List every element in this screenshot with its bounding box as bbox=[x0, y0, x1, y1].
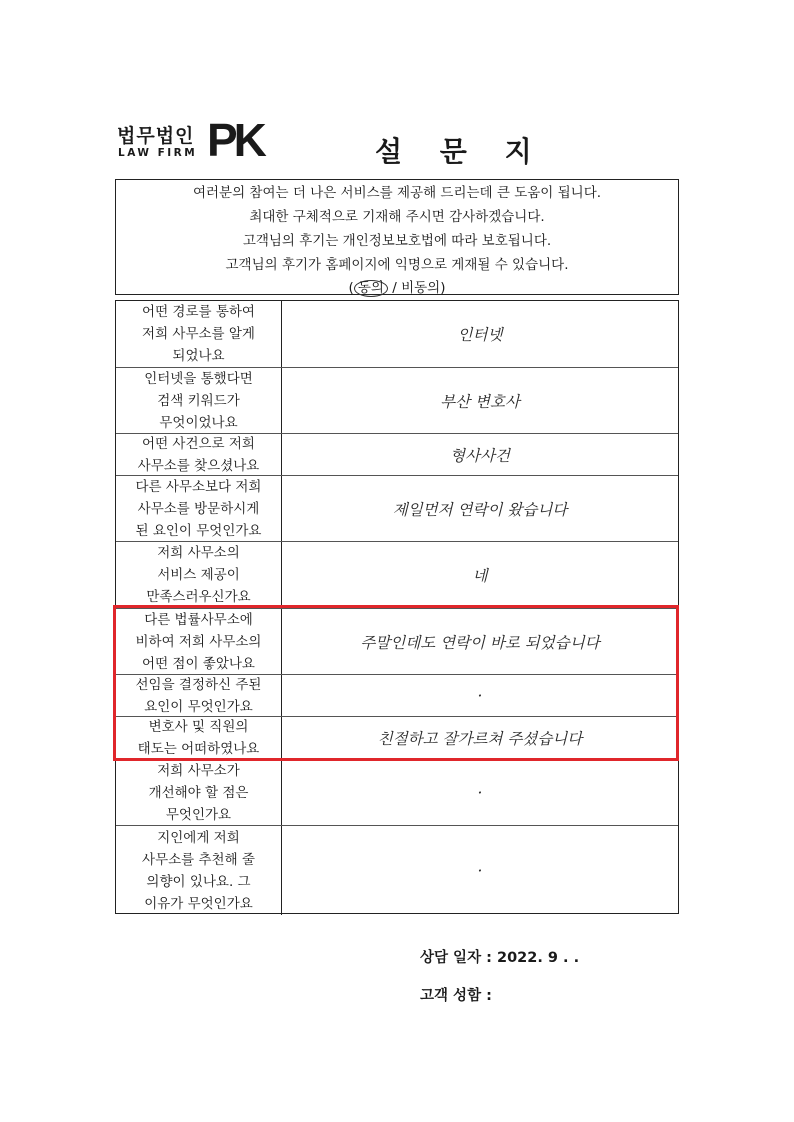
question-line: 다른 사무소보다 저희 bbox=[135, 478, 262, 495]
table-row bbox=[116, 301, 678, 368]
law-firm-logo bbox=[117, 114, 267, 166]
question-line: 어떤 경로를 통하여 bbox=[142, 304, 255, 320]
consent-separator: / bbox=[392, 280, 397, 296]
question-line: 저희 사무소의 bbox=[157, 545, 240, 561]
date-value[interactable]: 2022. 9 . . bbox=[497, 950, 580, 966]
notice-line: 고객님의 후기가 홈페이지에 익명으로 게재될 수 있습니다. bbox=[225, 257, 569, 273]
question-line: 선임을 결정하신 주된 bbox=[135, 676, 262, 693]
question-cell bbox=[116, 542, 282, 608]
survey-table bbox=[115, 300, 679, 914]
customer-name bbox=[420, 984, 492, 1005]
question-line: 저희 사무소를 알게 bbox=[142, 326, 255, 342]
table-row bbox=[116, 675, 678, 717]
question-line: 의향이 있나요. 그 bbox=[146, 873, 251, 890]
question-line: 사무소를 찾으셨나요 bbox=[137, 457, 260, 474]
answer-cell[interactable]: 인터넷 bbox=[457, 326, 503, 344]
answer-cell[interactable]: 제일먼저 연락이 왔습니다 bbox=[392, 500, 568, 519]
question-line: 비하여 저희 사무소의 bbox=[135, 633, 262, 650]
answer-cell[interactable]: · bbox=[477, 686, 483, 705]
table-row bbox=[116, 434, 678, 476]
name-label: 고객 성함 : bbox=[420, 988, 492, 1004]
page-title: 설 문 지 bbox=[375, 135, 546, 168]
question-line: 무엇인가요 bbox=[165, 806, 232, 823]
question-line: 검색 키워드가 bbox=[157, 392, 240, 409]
answer-cell[interactable]: 주말인데도 연락이 바로 되었습니다 bbox=[360, 633, 600, 652]
question-line: 서비스 제공이 bbox=[157, 567, 240, 583]
question-line: 사무소를 추천해 줄 bbox=[142, 851, 255, 868]
question-line: 무엇이었나요 bbox=[159, 414, 238, 431]
question-line: 사무소를 방문하시게 bbox=[137, 500, 260, 517]
notice-line: 최대한 구체적으로 기재해 주시면 감사하겠습니다. bbox=[249, 209, 545, 225]
answer-cell[interactable]: 부산 변호사 bbox=[440, 392, 520, 411]
question-line: 만족스러우신가요 bbox=[146, 589, 251, 605]
question-cell bbox=[116, 368, 282, 433]
question-line: 인터넷을 통했다면 bbox=[144, 370, 253, 387]
answer-cell[interactable]: · bbox=[477, 783, 483, 802]
question-line: 어떤 사건으로 저희 bbox=[142, 435, 255, 452]
answer-cell[interactable]: · bbox=[477, 861, 483, 880]
date-label: 상담 일자 : bbox=[420, 950, 492, 966]
question-cell bbox=[116, 476, 282, 541]
answer-cell[interactable]: 친절하고 잘가르쳐 주셨습니다 bbox=[377, 730, 583, 748]
answer-cell[interactable]: 형사사건 bbox=[450, 446, 510, 465]
question-line: 되었나요 bbox=[172, 348, 225, 364]
consent-agree-option[interactable]: 동의 bbox=[354, 280, 388, 297]
notice-box bbox=[115, 179, 679, 295]
question-cell bbox=[116, 717, 282, 759]
consent-choice: ( 동의 / 비동의) bbox=[348, 280, 446, 296]
question-line: 저희 사무소가 bbox=[157, 762, 240, 779]
question-line: 어떤 점이 좋았나요 bbox=[142, 655, 255, 672]
question-line: 개선해야 할 점은 bbox=[148, 784, 249, 801]
question-cell bbox=[116, 609, 282, 674]
question-line: 요인이 무엇인가요 bbox=[144, 698, 253, 715]
logo-mark: PK bbox=[207, 114, 263, 166]
question-cell bbox=[116, 301, 282, 367]
question-line: 이유가 무엇인가요 bbox=[144, 895, 253, 912]
table-row bbox=[116, 717, 678, 760]
question-cell bbox=[116, 760, 282, 825]
table-row bbox=[116, 826, 678, 915]
consultation-date bbox=[420, 946, 579, 967]
table-row bbox=[116, 476, 678, 542]
notice-line: 고객님의 후기는 개인정보보호법에 따라 보호됩니다. bbox=[242, 233, 552, 249]
question-line: 다른 법률사무소에 bbox=[144, 611, 253, 628]
table-row bbox=[116, 542, 678, 609]
logo-korean: 법무법인 bbox=[117, 125, 195, 147]
question-line: 태도는 어떠하였나요 bbox=[137, 741, 260, 757]
question-cell bbox=[116, 434, 282, 475]
logo-english: LAW FIRM bbox=[118, 147, 198, 159]
question-line: 된 요인이 무엇인가요 bbox=[135, 522, 262, 539]
notice-line: 여러분의 참여는 더 나은 서비스를 제공해 드리는데 큰 도움이 됩니다. bbox=[192, 185, 602, 201]
question-cell bbox=[116, 826, 282, 915]
answer-cell[interactable]: 네 bbox=[472, 567, 488, 585]
consent-disagree-option[interactable]: 비동의 bbox=[401, 280, 441, 296]
question-cell bbox=[116, 675, 282, 716]
question-line: 변호사 및 직원의 bbox=[148, 719, 249, 735]
table-row bbox=[116, 368, 678, 434]
table-row bbox=[116, 760, 678, 826]
question-line: 지인에게 저희 bbox=[157, 829, 240, 846]
table-row bbox=[116, 609, 678, 675]
